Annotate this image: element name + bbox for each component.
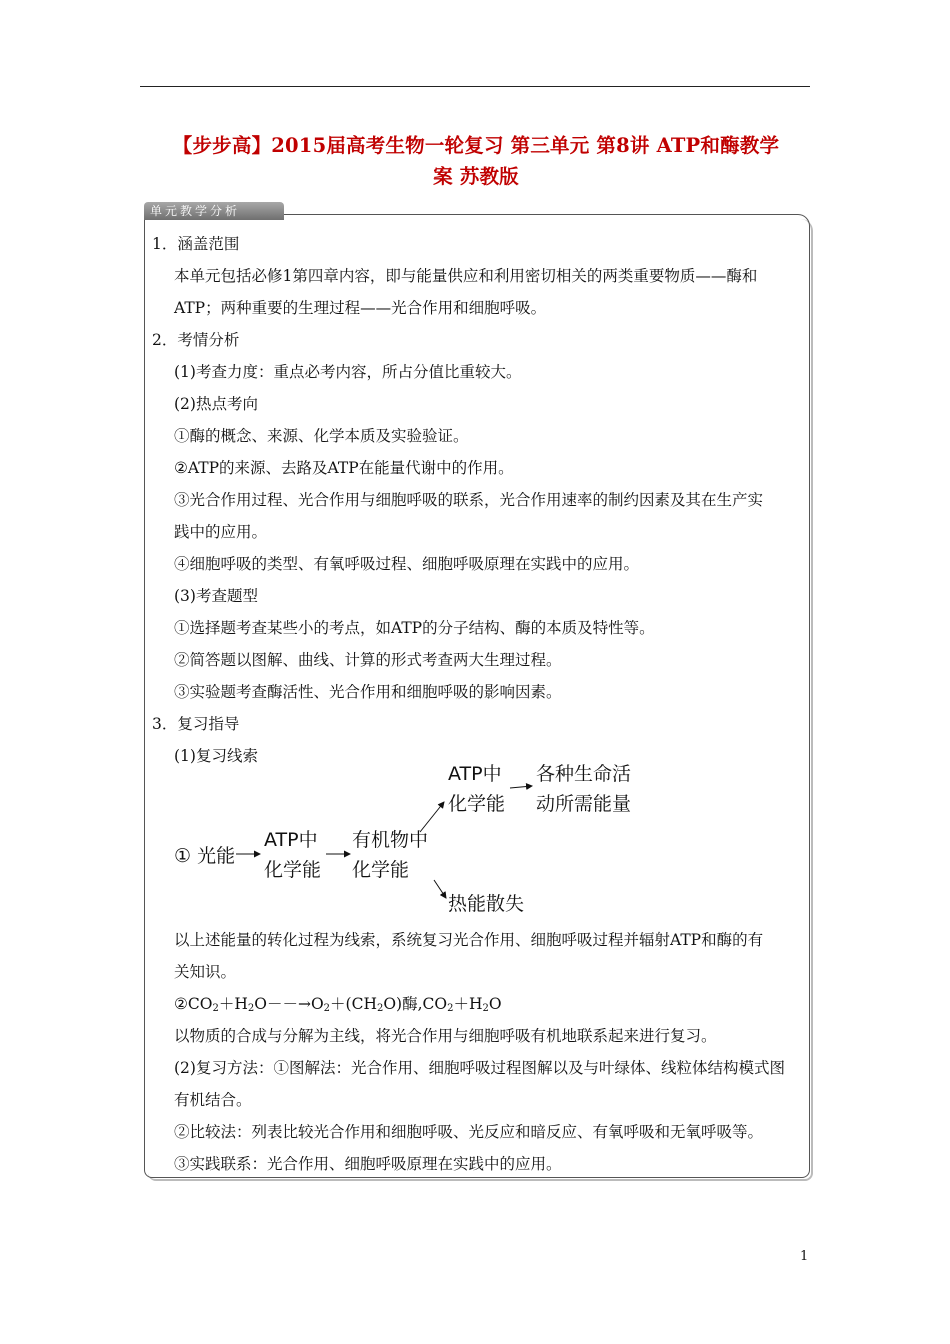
list-item: ②简答题以图解、曲线、计算的形式考查两大生理过程。 — [174, 651, 562, 669]
paragraph: (2)复习方法：①图解法：光合作用、细胞呼吸过程图解以及与叶绿体、线粒体结构模式图 — [174, 1059, 785, 1077]
diagram-node-atp-2-b: 化学能 — [448, 793, 506, 815]
diagram-node-atp-1: ATP中 — [264, 829, 318, 851]
document-title — [140, 130, 812, 192]
diagram-node-atp-2: ATP中 — [448, 763, 502, 785]
paragraph-continued: 有机结合。 — [174, 1091, 252, 1109]
diagram-node-organic: 有机物中 — [352, 829, 429, 851]
section-tab: 单元教学分析 — [144, 202, 284, 220]
diagram-node-life-activity-b: 动所需能量 — [536, 793, 632, 815]
title-line-2: 案 苏教版 — [433, 165, 519, 188]
diagram-node-light-energy: ① 光能 — [174, 845, 236, 867]
arrow-3 — [510, 786, 532, 788]
paragraph: ATP；两种重要的生理过程——光合作用和细胞呼吸。 — [174, 299, 547, 317]
list-item: ①选择题考查某些小的考点，如ATP的分子结构、酶的本质及特性等。 — [174, 619, 655, 637]
diagram-node-organic-b: 化学能 — [352, 859, 410, 881]
title-line-1: 【步步高】2015届高考生物一轮复习 第三单元 第8讲 ATP和酶教学 — [172, 134, 780, 157]
energy-flow-diagram — [170, 760, 650, 920]
list-item: ②ATP的来源、去路及ATP在能量代谢中的作用。 — [174, 459, 514, 477]
list-item: ①酶的概念、来源、化学本质及实验验证。 — [174, 427, 469, 445]
paragraph: (1)复习线索 — [174, 747, 258, 765]
list-item: ②比较法：列表比较光合作用和细胞呼吸、光反应和暗反应、有氧呼吸和无氧呼吸等。 — [174, 1123, 764, 1141]
paragraph-continued: 关知识。 — [174, 963, 237, 981]
arrow-down — [434, 880, 446, 898]
paragraph: (3)考查题型 — [174, 587, 258, 605]
section-1-heading: 1．涵盖范围 — [152, 235, 240, 253]
paragraph: 以物质的合成与分解为主线，将光合作用与细胞呼吸有机地联系起来进行复习。 — [174, 1027, 717, 1045]
chemical-equation: $②CO_2+H_2O--\to O_2+(CH_2O)$酶$,CO_2+H_2O$ — [174, 995, 502, 1014]
section-2-heading: 2．考情分析 — [152, 331, 240, 349]
paragraph: 本单元包括必修1第四章内容，即与能量供应和利用密切相关的两类重要物质——酶和 — [174, 267, 758, 285]
header-rule — [140, 86, 810, 87]
diagram-node-heat: 热能散失 — [448, 893, 525, 915]
section-3-heading: 3．复习指导 — [152, 715, 240, 733]
list-item-continued: 践中的应用。 — [174, 523, 268, 541]
paragraph: 以上述能量的转化过程为线索，系统复习光合作用、细胞呼吸过程并辐射ATP和酶的有 — [174, 931, 764, 949]
list-item: ④细胞呼吸的类型、有氧呼吸过程、细胞呼吸原理在实践中的应用。 — [174, 555, 640, 573]
diagram-node-life-activity: 各种生命活 — [536, 763, 632, 785]
list-item: ③实践联系：光合作用、细胞呼吸原理在实践中的应用。 — [174, 1155, 562, 1173]
list-item: ③光合作用过程、光合作用与细胞呼吸的联系，光合作用速率的制约因素及其在生产实 — [174, 491, 764, 509]
arrow-up — [420, 802, 444, 832]
paragraph: (2)热点考向 — [174, 395, 258, 413]
diagram-arrows — [170, 760, 650, 920]
diagram-node-atp-1-b: 化学能 — [264, 859, 322, 881]
list-item: ③实验题考查酶活性、光合作用和细胞呼吸的影响因素。 — [174, 683, 562, 701]
paragraph: (1)考查力度：重点必考内容，所占分值比重较大。 — [174, 363, 522, 381]
page-number: 1 — [800, 1249, 809, 1264]
